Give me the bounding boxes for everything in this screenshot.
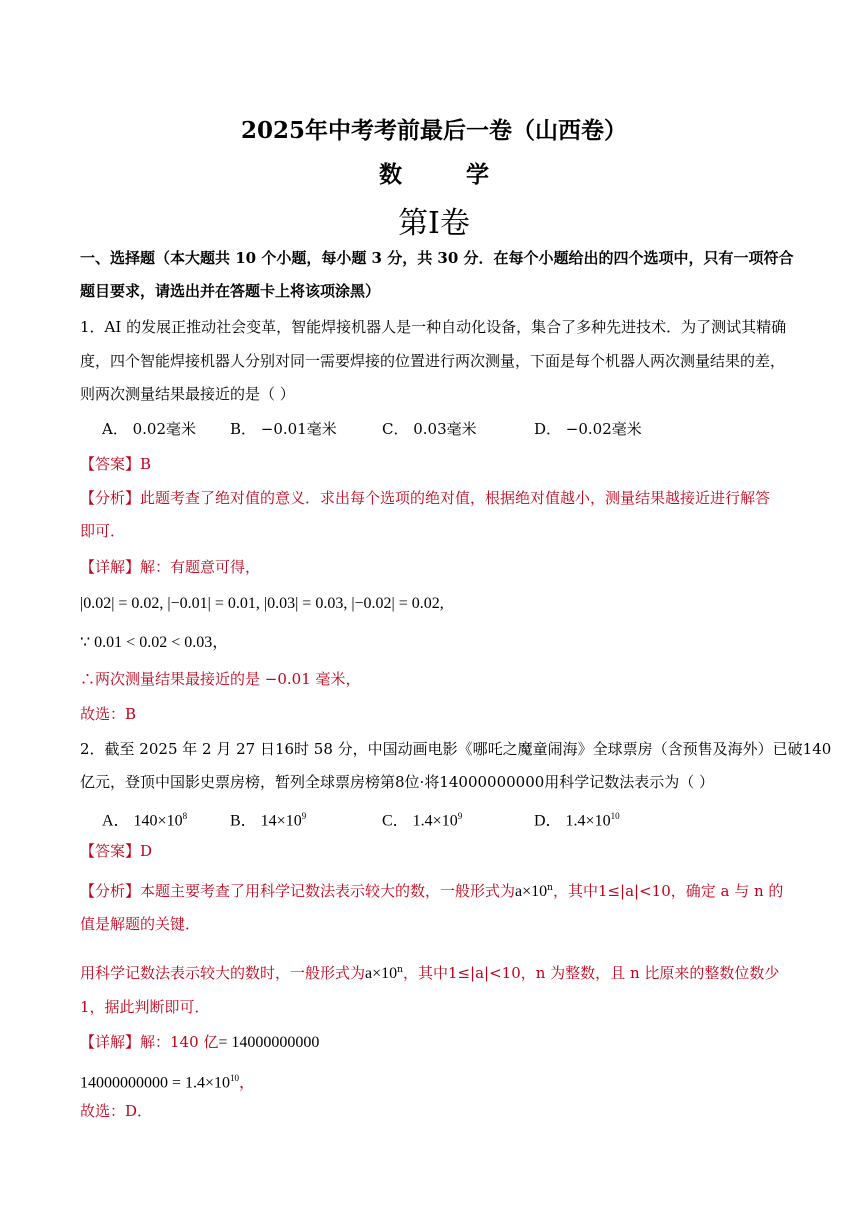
volume-title: 第I卷	[398, 206, 470, 241]
q2-option-d: D． $1.4\times 10^{10}$	[534, 811, 620, 830]
q2-option-a: A． $140\times 10^8$	[102, 811, 188, 830]
q2-stem-line2: 亿元，登顶中国影史票房榜，暂列全球票房榜第8位·将14000000000用科学记数法表示为（ ）	[80, 773, 715, 791]
q1-detail-conclusion: ∴两次测量结果最接近的是 −0.01 毫米，	[80, 670, 361, 688]
q1-option-c: C． 0.03毫米	[382, 420, 477, 438]
q2-answer: 【答案】D	[80, 842, 153, 860]
q1-stem-line3: 则两次测量结果最接近的是（ ）	[80, 385, 295, 403]
section-heading-line2: 题目要求，请选出并在答题卡上将该项涂黑）	[80, 282, 381, 300]
q1-detail-equation: |0.02| = 0.02, |−0.01| = 0.01, |0.03| = 0.03, |−0.02| = 0.02,	[80, 595, 444, 612]
q1-choose: 故选：B	[80, 705, 137, 723]
q2-detail-line2: $14000000000 = 1.4\times 10^{10}$，	[80, 1073, 256, 1092]
section-heading-line1: 一、选择题（本大题共 10 个小题，每小题 3 分，共 30 分．在每个小题给出的四个选项中，只有一项符合	[80, 249, 794, 267]
q2-option-c: C． $1.4\times 10^9$	[382, 811, 463, 830]
q1-analysis-line2: 即可．	[80, 522, 126, 540]
q2-analysis-line2: 值是解题的关键．	[80, 915, 201, 933]
q2-option-b: B． $14\times 10^9$	[230, 811, 307, 830]
q1-answer: 【答案】B	[80, 455, 152, 473]
q1-option-d: D． −0.02毫米	[534, 420, 642, 438]
q2-stem-line1: 2．截至 2025 年 2 月 27 日16时 58 分，中国动画电影《哪吒之魔童闹海》全球票房（含预售及海外）已破140	[80, 740, 832, 758]
q2-analysis-line3: 用科学记数法表示较大的数时，一般形式为$a\times 10^n$，其中1≤|a|<10，n 为整数，且 n 比原来的整数位数少	[80, 964, 780, 982]
q1-option-b: B． −0.01毫米	[230, 420, 337, 438]
subject-title: 数 学	[378, 161, 517, 188]
q2-analysis-line4: 1，据此判断即可．	[80, 998, 210, 1016]
q1-stem-line2: 度，四个智能焊接机器人分别对同一需要焊接的位置进行两次测量，下面是每个机器人两次测量结果的差，	[80, 352, 786, 370]
q1-analysis-line1: 【分析】此题考查了绝对值的意义．求出每个选项的绝对值，根据绝对值越小，测量结果越接近进行解答	[80, 489, 771, 507]
q1-option-a: A． 0.02毫米	[102, 420, 196, 438]
q1-detail-line1: 【详解】解：有题意可得，	[80, 558, 261, 576]
q2-detail-line1: 【详解】解：140 亿= 14000000000	[80, 1033, 320, 1051]
exam-title: 2025年中考考前最后一卷（山西卷）	[240, 117, 627, 144]
q1-stem-line1: 1．AI 的发展正推动社会变革，智能焊接机器人是一种自动化设备，集合了多种先进技术．为了测试其精确	[80, 318, 787, 336]
q2-choose: 故选：D．	[80, 1102, 153, 1120]
q1-detail-inequality: ∵ 0.01 < 0.02 < 0.03，	[80, 634, 229, 651]
q2-analysis-line1: 【分析】本题主要考查了用科学记数法表示较大的数，一般形式为$a\times 10^n$，其中1≤|a|<10，确定 a 与 n 的	[80, 882, 784, 900]
